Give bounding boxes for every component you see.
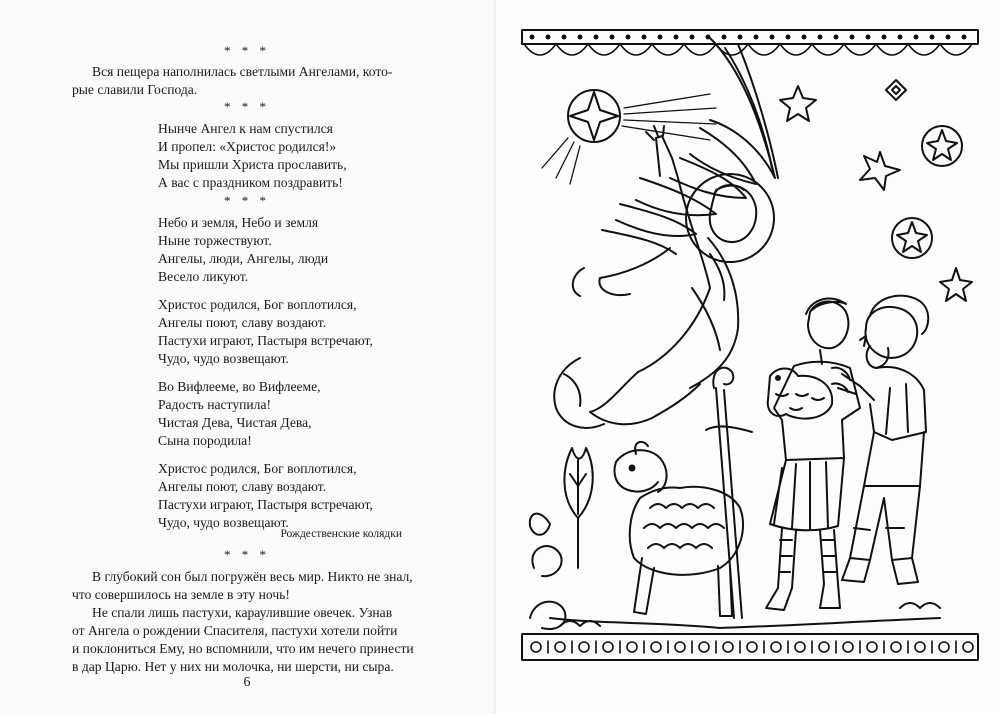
section-separator: * * *	[224, 193, 270, 208]
page-number: 6	[243, 675, 251, 690]
text-line: Вся пещера наполнилась светлыми Ангелами, кото-	[92, 64, 393, 79]
poem-line: А вас с праздником поздравить!	[158, 175, 343, 190]
poem-line: Весело ликуют.	[158, 269, 249, 284]
star-icon	[892, 218, 932, 258]
star-icon	[886, 80, 906, 100]
left-page	[0, 0, 494, 714]
section-separator: * * *	[224, 99, 270, 114]
top-border-ornament	[522, 30, 978, 55]
poem-line: Христос родился, Бог воплотился,	[158, 297, 357, 312]
star-icon	[922, 126, 962, 166]
star-icon	[860, 152, 900, 190]
angel-figure	[554, 38, 778, 428]
poem-line: Сына породила!	[158, 433, 252, 448]
star-icon	[940, 268, 972, 301]
poem-line: Небо и земля, Небо и земля	[158, 215, 319, 230]
star-icon	[780, 86, 816, 121]
poem-line: Пастухи играют, Пастыря встречают,	[158, 333, 373, 348]
text-line: что совершилось на земле в эту ночь!	[72, 587, 290, 602]
poem-line: Нынче Ангел к нам спустился	[158, 121, 333, 136]
text-line: и поклониться Ему, но вспомнили, что им нечего принести	[72, 641, 414, 656]
old-shepherd-figure	[832, 296, 928, 584]
text-line: рые славили Господа.	[72, 82, 198, 97]
poem-line: Пастухи играют, Пастыря встречают,	[158, 497, 373, 512]
poem-line: Мы пришли Христа прославить,	[158, 157, 347, 172]
bethlehem-star-icon	[542, 90, 716, 184]
poem-line: Чистая Дева, Чистая Дева,	[158, 415, 312, 430]
poem-line: Ангелы поют, славу воздают.	[158, 315, 327, 330]
poem-line: Христос родился, Бог воплотился,	[158, 461, 357, 476]
poem-line: Во Вифлееме, во Вифлееме,	[158, 379, 321, 394]
poem-line: И пропел: «Христос родился!»	[158, 139, 337, 154]
text-line: от Ангела о рождении Спасителя, пастухи хотели пойти	[72, 623, 398, 638]
poem-line: Радость наступила!	[158, 397, 272, 412]
carol-attribution: Рождественские колядки	[280, 528, 402, 540]
poem-line: Чудо, чудо возвещают.	[158, 351, 289, 366]
ground-line	[550, 618, 940, 628]
nativity-coloring-illustration	[520, 28, 980, 676]
bottom-border-ornament	[522, 634, 978, 660]
text-line: Не спали лишь пастухи, караулившие овечек. Узнав	[92, 605, 393, 620]
poem-line: Ангелы поют, славу воздают.	[158, 479, 327, 494]
plant-ornament	[530, 448, 593, 629]
sheep-figure	[615, 442, 744, 616]
text-line: в дар Царю. Нет у них ни молочка, ни шерсти, ни сыра.	[72, 659, 394, 674]
section-separator: * * *	[224, 43, 270, 58]
poem-line: Чудо, чудо возвещают.	[158, 515, 289, 530]
poem-line: Ныне торжествуют.	[158, 233, 272, 248]
poem-line: Ангелы, люди, Ангелы, люди	[158, 251, 329, 266]
section-separator: * * *	[224, 547, 270, 562]
text-line: В глубокий сон был погружён весь мир. Никто не знал,	[92, 569, 413, 584]
